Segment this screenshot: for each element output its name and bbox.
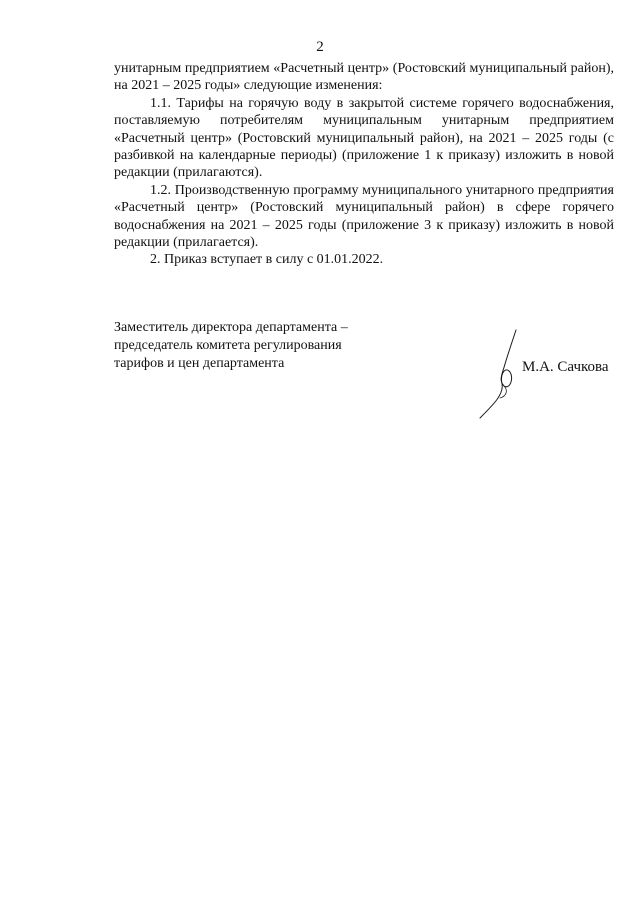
paragraph-item-2: 2. Приказ вступает в силу с 01.01.2022. (150, 252, 384, 268)
paragraph-item-1-2: 1.2. Производственную программу муниципального унитарного предприятия «Расчетный центр» (Ростовский муниципальный район) в сфере горячего водоснабжения на 2021 – 2025 годы (приложение 3 к приказу) изложить в новой редакции (прилагается). (114, 182, 614, 251)
handwritten-signature (474, 328, 526, 420)
page-number: 2 (316, 39, 324, 55)
document-body (114, 60, 614, 269)
paragraph-intro: унитарным предприятием «Расчетный центр» (Ростовский муниципальный район), на 2021 – 2025 годы» следующие изменения: (114, 61, 614, 94)
paragraph-item-1-1: 1.1. Тарифы на горячую воду в закрытой системе горячего водоснабжения, поставляемую потребителям муниципальным унитарным предприятием «Расчетный центр» (Ростовский муниципальный район), на 2021 – 2025 годы (с разбивкой на календарные периоды) (приложение 1 к приказу) изложить в новой редакции (прилагаются). (114, 95, 614, 181)
position-line: Заместитель директора департамента – (114, 320, 348, 335)
position-line: председатель комитета регулирования (114, 338, 342, 353)
signatory-position (114, 319, 374, 373)
position-line: тарифов и цен департамента (114, 356, 285, 371)
signer-name: М.А. Сачкова (522, 359, 609, 375)
